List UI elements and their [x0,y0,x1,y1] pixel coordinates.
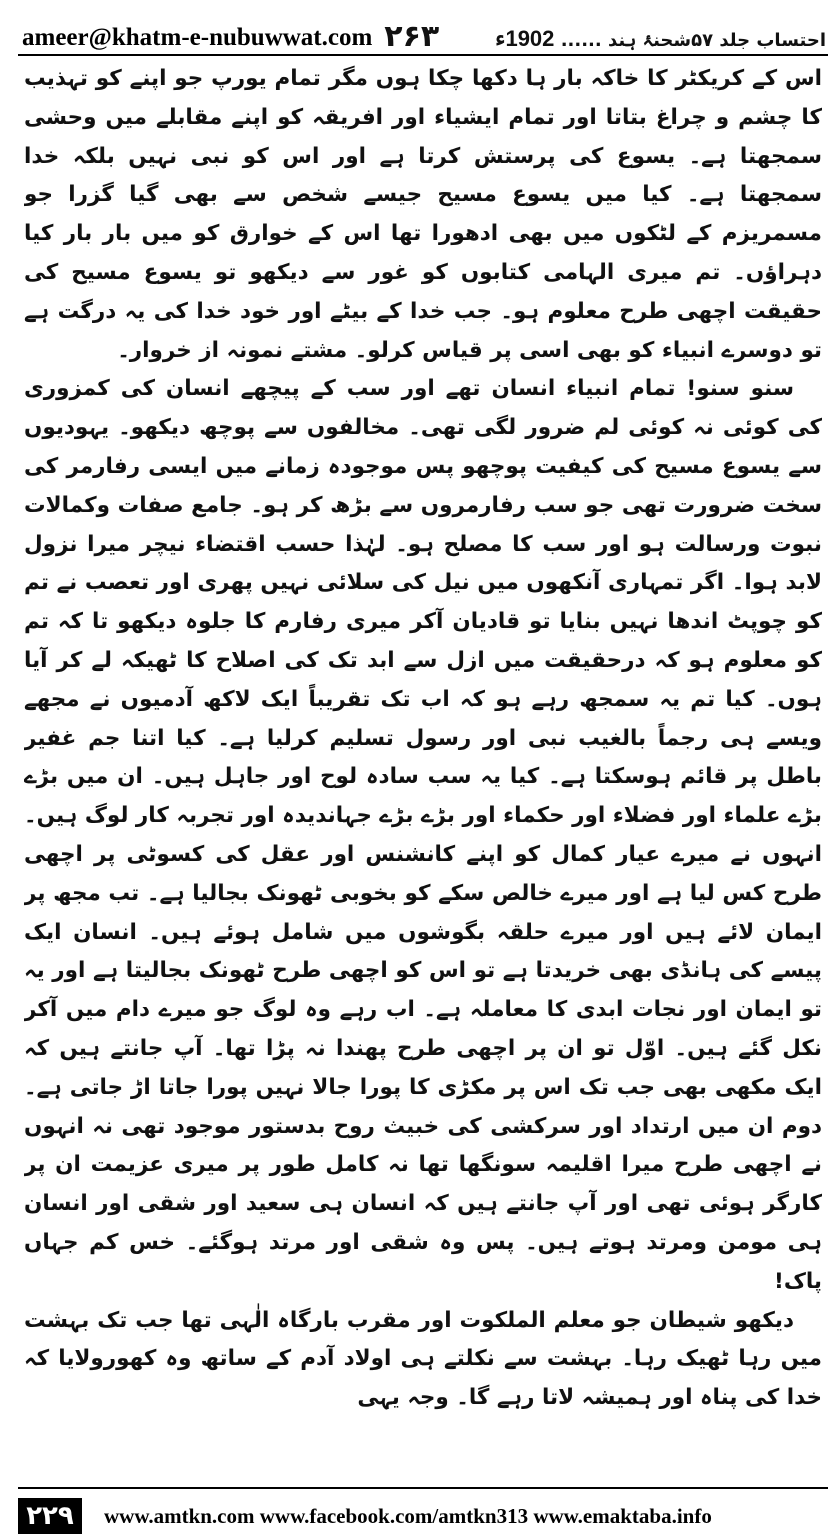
page-footer [18,1496,828,1536]
footer-divider [18,1487,828,1489]
page-number-top: ۲۶۳ [384,19,440,54]
book-title-text: احتساب جلد ۵۷شحنۂ ہند ...... [560,30,826,51]
header-divider [18,54,828,56]
contact-email[interactable]: ameer@khatm-e-nubuwwat.com [22,24,373,51]
page-number-box [18,1498,82,1534]
paragraph-2: سنو سنو! تمام انبیاء انسان تھے اور سب کے پیچھے انسان کی کمزوری کی کوئی نہ کوئی لم ضرور لگی تھی۔ مخالفوں سے پوچھ دیکھو۔ یہودیوں سے یسوع مسیح کی کیفیت پوچھو پس موجودہ زمانے میں ایسی رفارمر کی سخت ضرورت تھی جو سب رفارمروں سے بڑھ کر ہو۔ جامع صفات وکمالات نبوت ورسالت ہو اور سب کا مصلح ہو۔ لہٰذا حسب اقتضاء نیچر میرا نزول لابد ہوا۔ اگر تمہاری آنکھوں میں نیل کی سلائی نہیں پھری اور تعصب نے تم کو چوپٹ اندھا نہیں بنایا تو قادیان آکر میری رفارم کا جلوہ دیکھو تا کہ تم کو معلوم ہو کہ درحقیقت میں ازل سے ابد تک کی اصلاح کا ٹھیکہ لے کر آیا ہوں۔ کیا تم یہ سمجھ رہے ہو کہ اب تک تقریباً ایک لاکھ آدمیوں نے مجھے ویسے ہی رجماً بالغیب نبی اور رسول تسلیم کرلیا ہے۔ کیا اتنا جم غفیر باطل پر قائم ہوسکتا ہے۔ کیا یہ سب سادہ لوح اور جاہل ہیں۔ ان میں بڑے بڑے علماء اور فضلاء اور حکماء اور بڑے بڑے جہاندیدہ اور تجربہ کار لوگ ہیں۔ انہوں نے میرے عیار کمال کو اپنے کانشنس اور عقل کی کسوٹی پر اچھی طرح کس لیا ہے اور میرے خالص سکے کو بخوبی ٹھونک بجالیا ہے۔ تب مجھ پر ایمان لائے ہیں اور میرے حلقہ بگوشوں میں شامل ہوئے ہیں۔ انسان ایک پیسے کی ہانڈی بھی خریدتا ہے تو اس کو اچھی طرح ٹھونک بجالیتا ہے اور یہ تو ایمان اور نجات ابدی کا معاملہ ہے۔ اب رہے وہ لوگ جو میرے دام میں آکر نکل گئے ہیں۔ اوّل تو ان پر اچھی طرح پھندا نہ پڑا تھا۔ آپ جانتے ہیں کہ ایک مکھی بھی جب تک اس پر مکڑی کا پورا جالا نہیں پورا جاتا اڑ جاتی ہے۔ دوم ان میں ارتداد اور سرکشی کی خبیث روح بدستور موجود تھی نہ انہوں نے اچھی طرح میرا اقلیمہ سونگھا تھا نہ کامل طور پر میری عزیمت ان پر کارگر ہوئی تھی اور آپ جانتے ہیں کہ انسان ہی سعید اور شقی اور انسان ہی مومن ومرتد ہوتے ہیں۔ پس وہ شقی اور مرتد ہوگئے۔ خس کم جہاں پاک! [24,376,822,1294]
header-left [22,19,440,54]
paragraph-1: اس کے کریکٹر کا خاکہ بار ہا دکھا چکا ہوں مگر تمام یورپ جو اپنے کو تہذیب کا چشم و چراغ بتاتا اور تمام ایشیاء اور افریقہ کو اپنے مقابلے میں وحشی سمجھتا ہے۔ یسوع کی پرستش کرتا ہے اور اس کو نبی نہیں بلکہ خدا سمجھتا ہے۔ کیا میں یسوع مسیح جیسے شخص سے بھی گیا گزرا جو مسمریزم کے لٹکوں میں بھی ادھورا تھا اس کے خوارق کو میں بار بار کیا دہراؤں۔ تم میری الہامی کتابوں کو غور سے دیکھو تو یسوع مسیح کی حقیقت اچھی طرح معلوم ہو۔ جب خدا کے بیٹے اور خود خدا کی یہ درگت ہے تو دوسرے انبیاء کو بھی اسی پر قیاس کرلو۔ مشتے نمونہ از خروار۔ [24,66,822,363]
publication-year: 1902ء [495,26,555,51]
paragraph-3: دیکھو شیطان جو معلم الملکوت اور مقرب بارگاہ الٰہی تھا جب تک بہشت میں رہا ٹھیک رہا۔ بہشت سے نکلتے ہی اولاد آدم کے ساتھ وہ کھورولایا کہ خدا کی پناہ اور ہمیشہ لاتا رہے گا۔ وجہ یہی [24,1307,822,1411]
page-header [22,8,826,52]
book-title [495,26,826,52]
footer-website-links[interactable]: www.amtkn.com www.facebook.com/amtkn313 www.emaktaba.info [104,1503,712,1528]
page-number-bottom: ۲۲۹ [26,1501,74,1531]
page-body [24,60,822,1440]
